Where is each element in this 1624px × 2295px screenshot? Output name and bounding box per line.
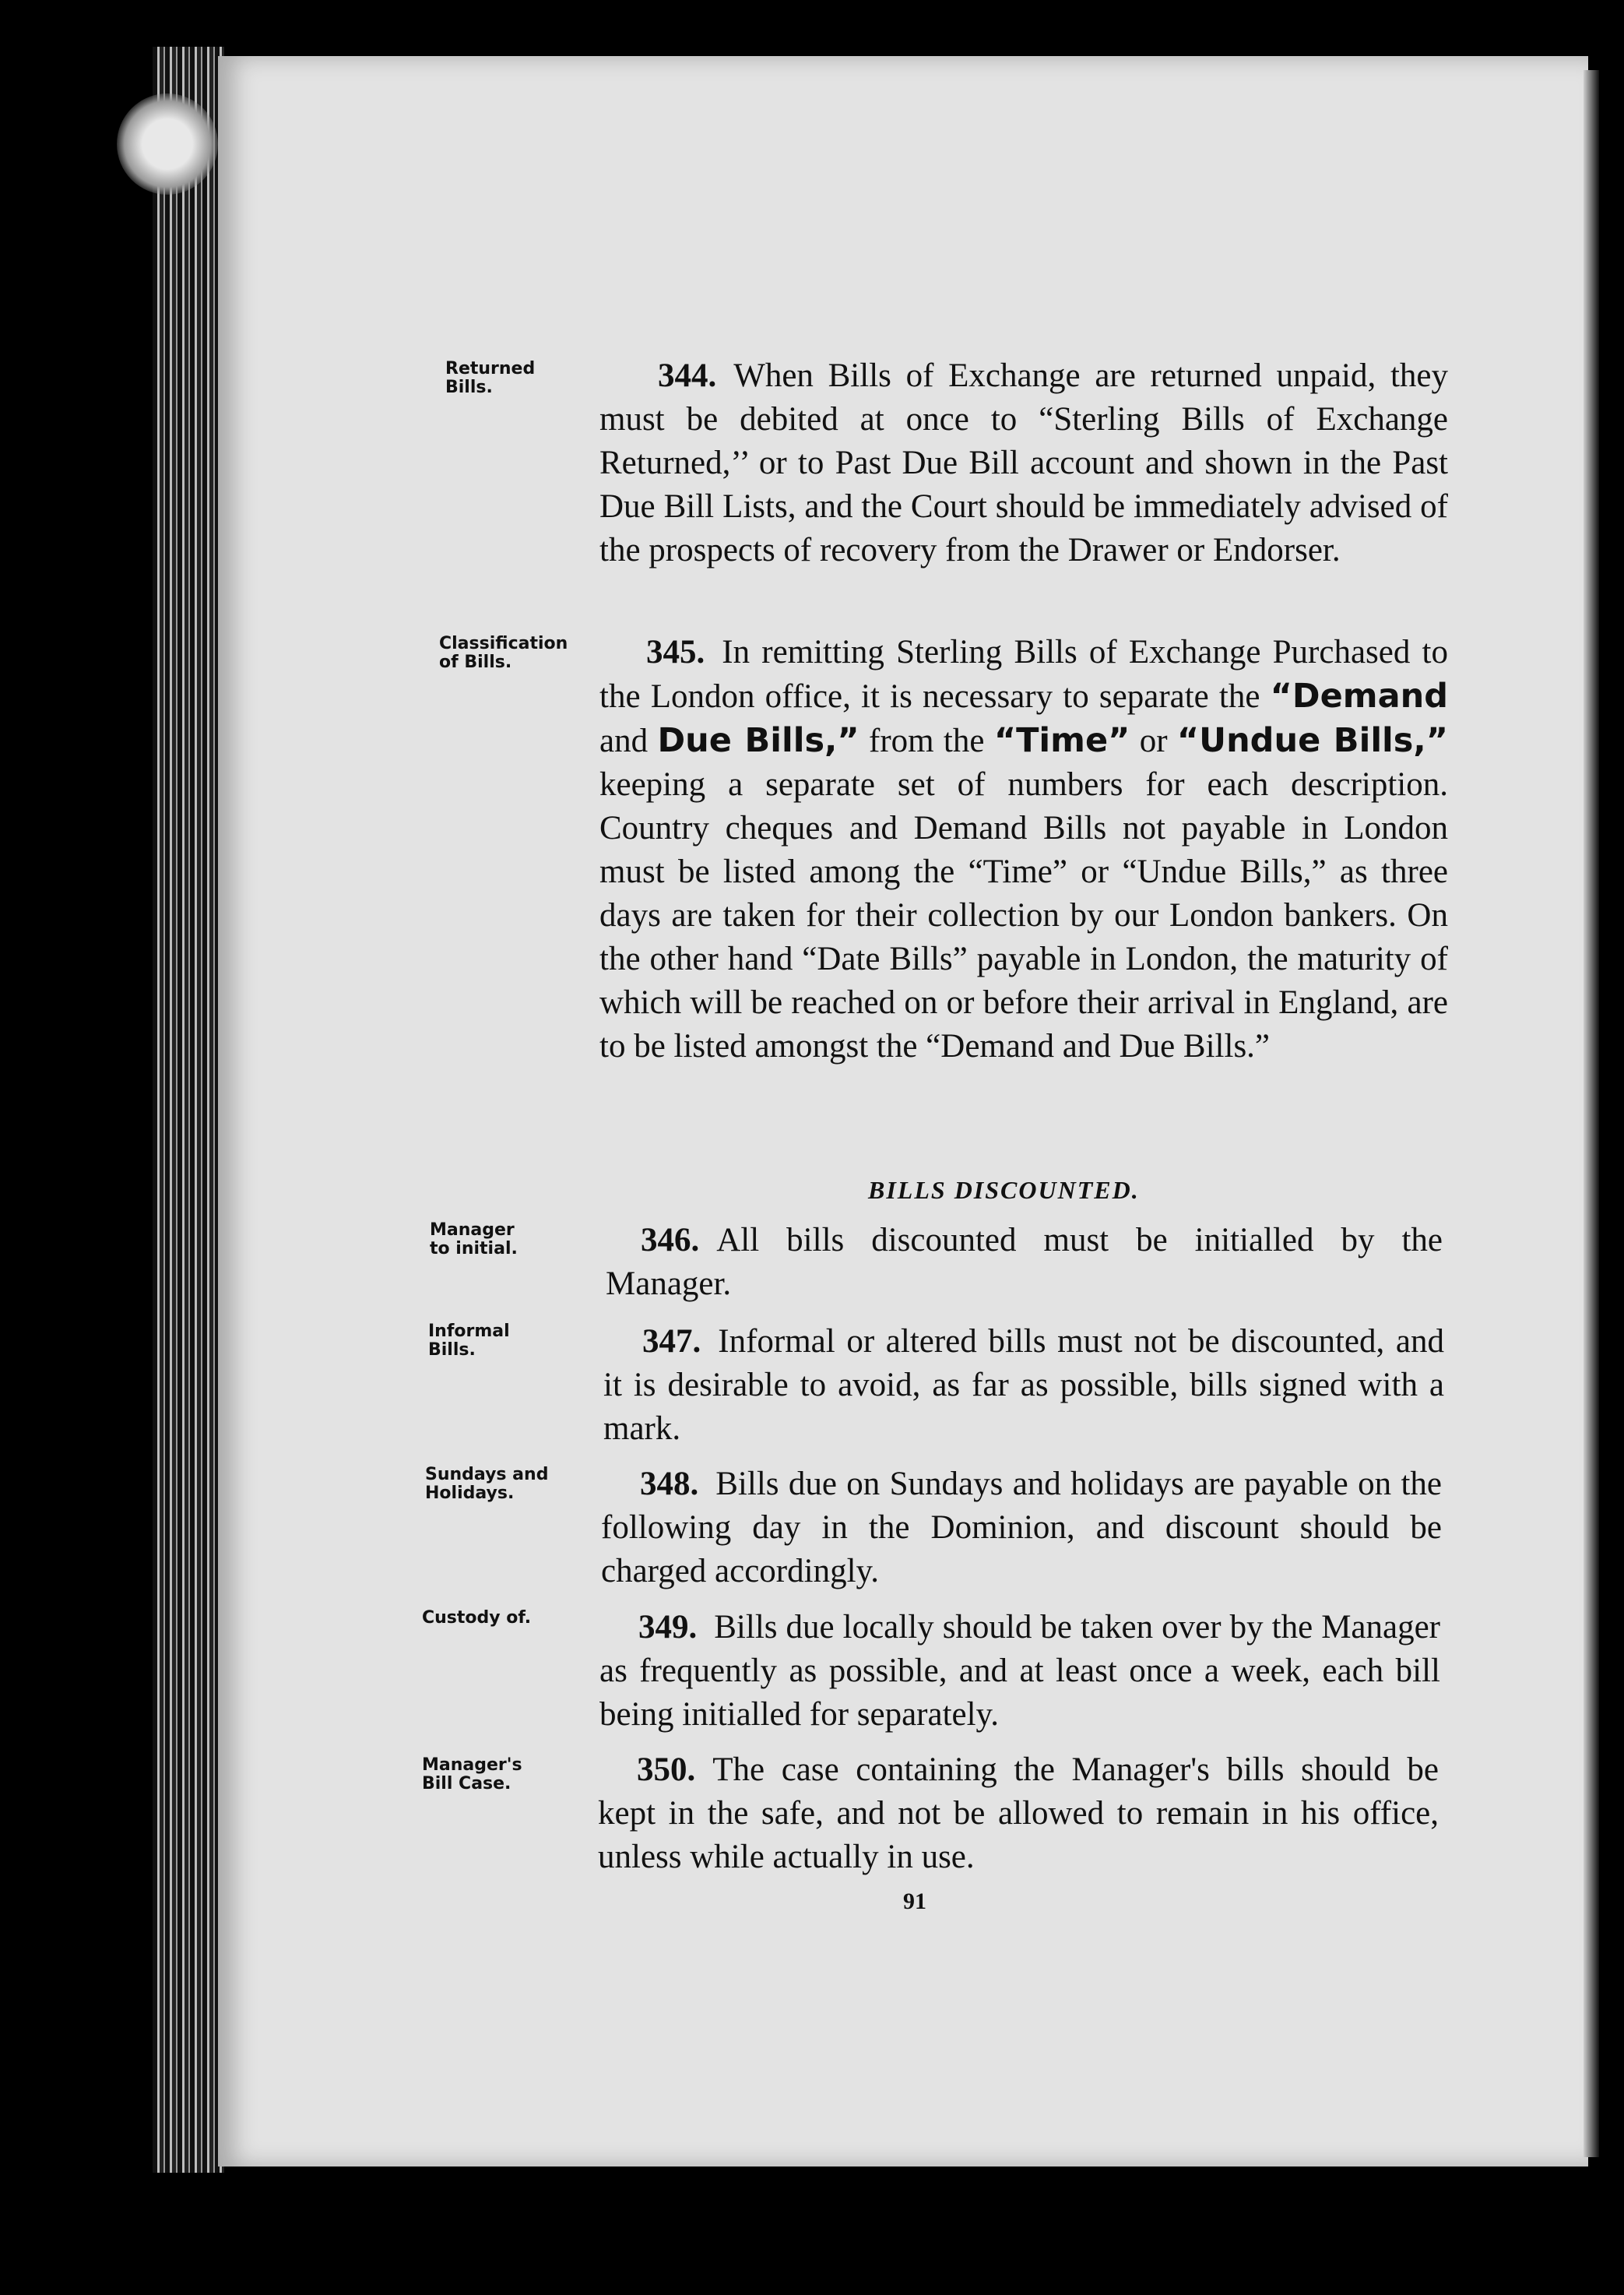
- paragraph-text: In remitting Sterling Bills of Exchange Purchased to the London office, it is necessary to separate the: [599, 634, 1448, 715]
- margin-note-manager-initial: Manager to initial.: [430, 1220, 518, 1258]
- paragraph-text: from the: [859, 723, 994, 759]
- paragraph-number: 344.: [658, 357, 717, 394]
- paragraph-text: Informal or altered bills must not be discounted, and it is desirable to avoid, as far as possible, bills signed with a mark.: [603, 1323, 1444, 1447]
- page-number: 91: [903, 1888, 926, 1914]
- paragraph-number: 347.: [642, 1323, 701, 1360]
- paragraph-number: 346.: [641, 1222, 700, 1258]
- paragraph-344: [599, 354, 1448, 572]
- paragraph-350: [598, 1748, 1439, 1879]
- paragraph-349: [599, 1606, 1440, 1737]
- margin-note-returned-bills: Returned Bills.: [445, 359, 536, 397]
- paragraph-text: All bills discounted must be initialled by the Manager.: [606, 1222, 1443, 1302]
- paragraph-348: [601, 1463, 1442, 1593]
- margin-note-informal-bills: Informal Bills.: [428, 1322, 510, 1360]
- margin-note-classification: Classification of Bills.: [439, 634, 568, 672]
- bold-term-undue-bills: “Undue Bills,”: [1176, 721, 1448, 760]
- margin-note-custody: Custody of.: [422, 1608, 532, 1628]
- margin-note-bill-case: Manager's Bill Case.: [422, 1755, 522, 1793]
- paragraph-number: 345.: [646, 634, 705, 671]
- bold-term-due-bills: Due Bills,”: [657, 721, 859, 760]
- section-heading: BILLS DISCOUNTED.: [868, 1176, 1140, 1204]
- paragraph-346: [606, 1219, 1443, 1306]
- paragraph-number: 348.: [640, 1466, 699, 1502]
- margin-note-sundays-holidays: Sundays and Holidays.: [425, 1465, 549, 1503]
- paragraph-text: and: [599, 723, 658, 759]
- paragraph-number: 349.: [638, 1609, 698, 1646]
- paragraph-number: 350.: [637, 1751, 696, 1788]
- paragraph-text: The case containing the Manager's bills should be kept in the safe, and not be allowed to remain in his office, unless while actually in use.: [598, 1751, 1439, 1875]
- paragraph-text: Bills due locally should be taken over by the Manager as frequently as possible, and at least once a week, each bill being initialled for separately.: [599, 1609, 1440, 1733]
- bold-term-demand: “Demand: [1270, 677, 1448, 716]
- bold-term-time: “Time”: [993, 721, 1130, 760]
- paragraph-347: [603, 1320, 1444, 1451]
- paragraph-345: [599, 631, 1448, 1068]
- paragraph-text: keeping a separate set of numbers for each description. Country cheques and Demand Bills not payable in London must be listed among the “Time” or “Undue Bills,” as three days are taken for their collection by our London bankers. On the other hand “Date Bills” payable in London, the maturity of which will be reached on or before their arrival in England, are to be listed amongst the “Demand and Due Bills.”: [599, 766, 1448, 1065]
- paragraph-text: When Bills of Exchange are returned unpaid, they must be debited at once to “Sterling Bills of Exchange Returned,’’ or to Past Due Bill account and shown in the Past Due Bill Lists, and the Court should be immediately advised of the prospects of recovery from the Drawer or Endorser.: [599, 357, 1448, 568]
- paragraph-text: Bills due on Sundays and holidays are payable on the following day in the Dominion, and discount should be charged accordingly.: [601, 1466, 1442, 1589]
- paragraph-text: or: [1130, 723, 1177, 759]
